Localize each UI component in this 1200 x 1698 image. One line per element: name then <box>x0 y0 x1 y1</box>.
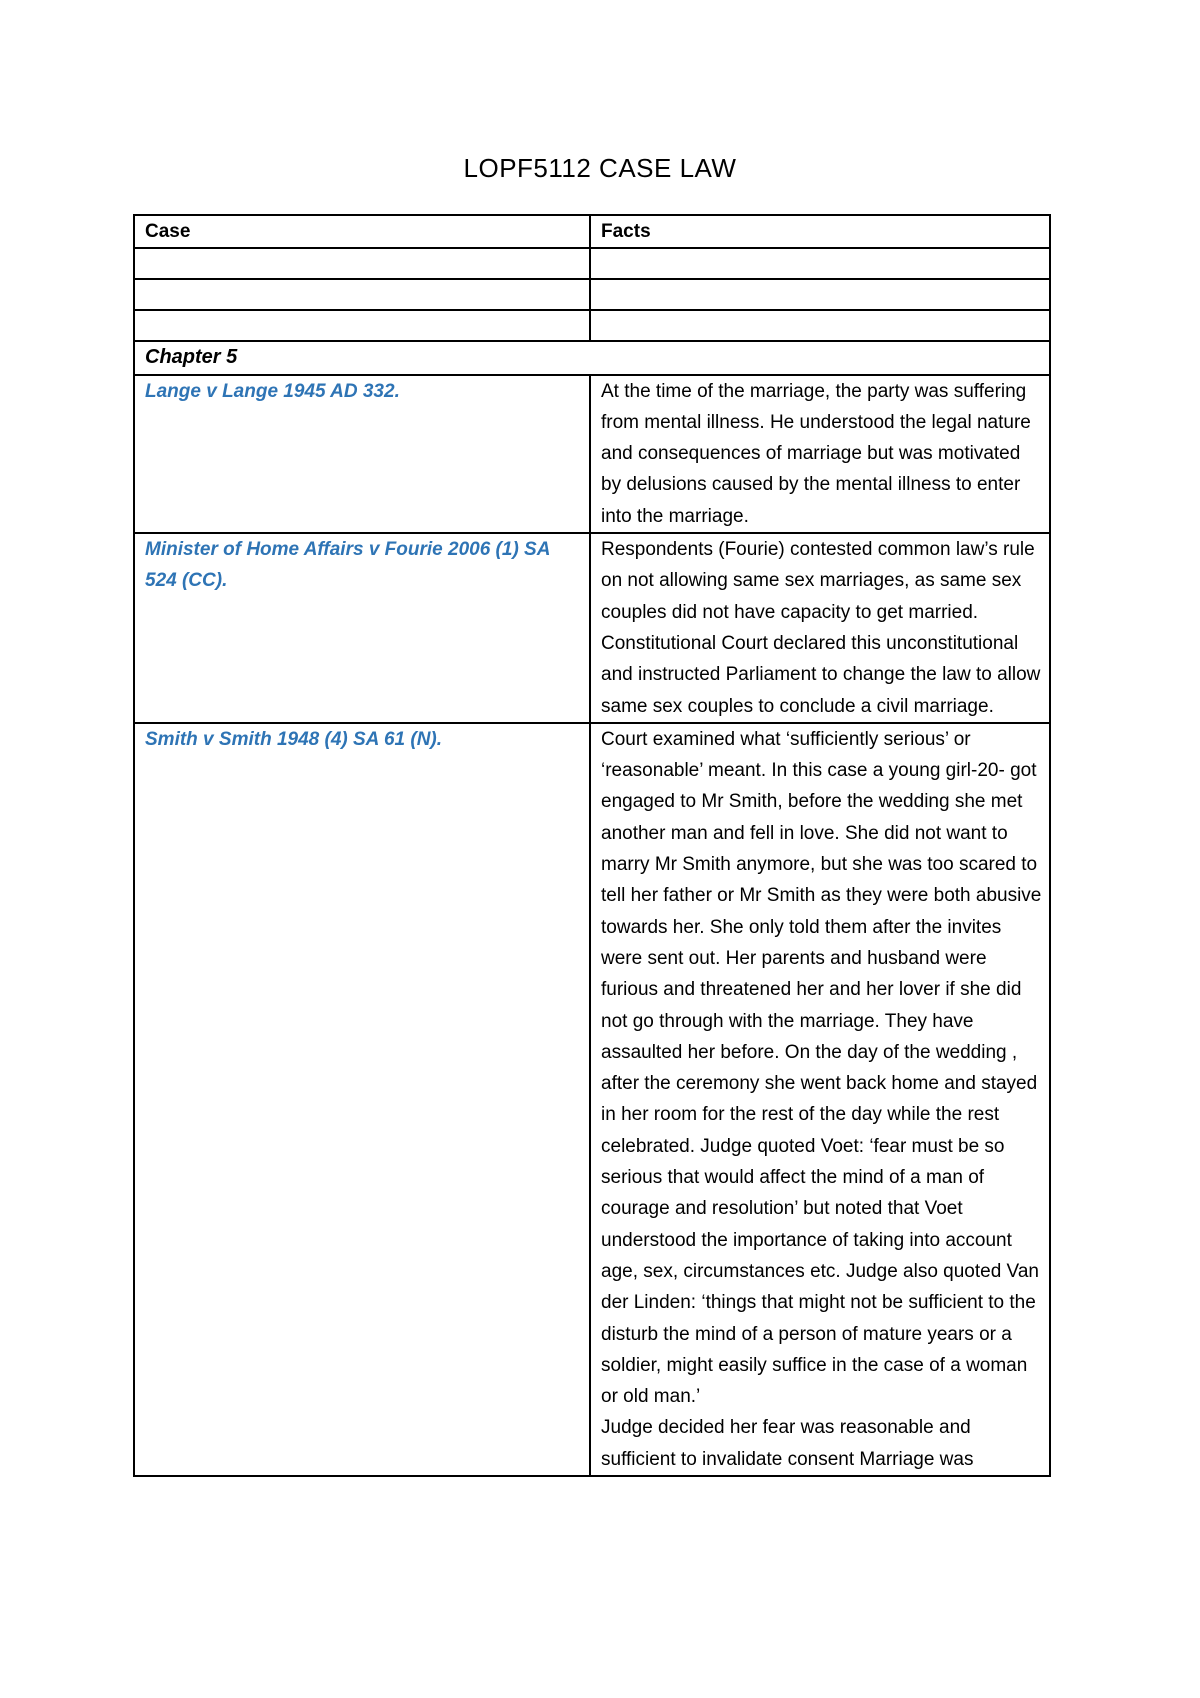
case-facts <box>590 723 1050 1476</box>
facts-paragraph: Respondents (Fourie) contested common law’s rule on not allowing same sex marriages, as same sex couples did not have capacity to get married. <box>601 539 1035 623</box>
facts-paragraph: Judge decided her fear was reasonable and sufficient to invalidate consent Marriage was <box>601 1417 974 1470</box>
empty-cell <box>590 248 1050 279</box>
empty-row <box>134 310 1050 341</box>
facts-column-header: Facts <box>590 215 1050 248</box>
facts-paragraph: Court examined what ‘sufficiently serious’ or ‘reasonable’ meant. In this case a young girl-20- got engaged to Mr Smith, before the wedding she met another man and fell in love. She did not want to marry Mr Smith anymore, but she was too scared to tell her father or Mr Smith as they were both abusive towards her. She only told them after the invites were sent out. Her parents and husband were furious and threatened her and her lover if she did not go through with the marriage. They have assaulted her before. On the day of the wedding , after the ceremony she went back home and stayed in her room for the rest of the day while the rest celebrated. Judge quoted Voet: ‘fear must be so serious that would affect the mind of a man of courage and resolution’ but noted that Voet understood the importance of taking into account age, sex, circumstances etc. Judge also quoted Van der Linden: ‘things that might not be sufficient to the disturb the mind of a person of mature years or a soldier, might easily suffice in the case of a woman or old man.’ <box>601 728 1042 1408</box>
case-facts <box>590 533 1050 723</box>
document-title: LOPF5112 CASE LAW <box>463 153 737 183</box>
case-law-table <box>133 214 1051 1477</box>
facts-paragraph: Constitutional Court declared this unconstitutional and instructed Parliament to change the law to allow same sex couples to conclude a civil marriage. <box>601 632 1041 717</box>
empty-cell <box>590 310 1050 341</box>
empty-row <box>134 248 1050 279</box>
case-name: Minister of Home Affairs v Fourie 2006 (1) SA 524 (CC). <box>134 533 590 723</box>
empty-cell <box>134 279 590 310</box>
chapter-heading-row <box>134 341 1050 374</box>
empty-cell <box>134 310 590 341</box>
empty-cell <box>590 279 1050 310</box>
empty-cell <box>134 248 590 279</box>
table-header-row <box>134 215 1050 248</box>
table-row <box>134 375 1050 533</box>
table-row <box>134 723 1050 1476</box>
chapter-heading: Chapter 5 <box>134 341 1050 374</box>
table-row <box>134 533 1050 723</box>
facts-paragraph: At the time of the marriage, the party was suffering from mental illness. He understood the legal nature and consequences of marriage but was motivated by delusions caused by the mental illness to enter into the marriage. <box>601 380 1031 527</box>
case-name: Smith v Smith 1948 (4) SA 61 (N). <box>134 723 590 1476</box>
case-facts <box>590 375 1050 533</box>
empty-row <box>134 279 1050 310</box>
case-column-header: Case <box>134 215 590 248</box>
case-name: Lange v Lange 1945 AD 332. <box>134 375 590 533</box>
